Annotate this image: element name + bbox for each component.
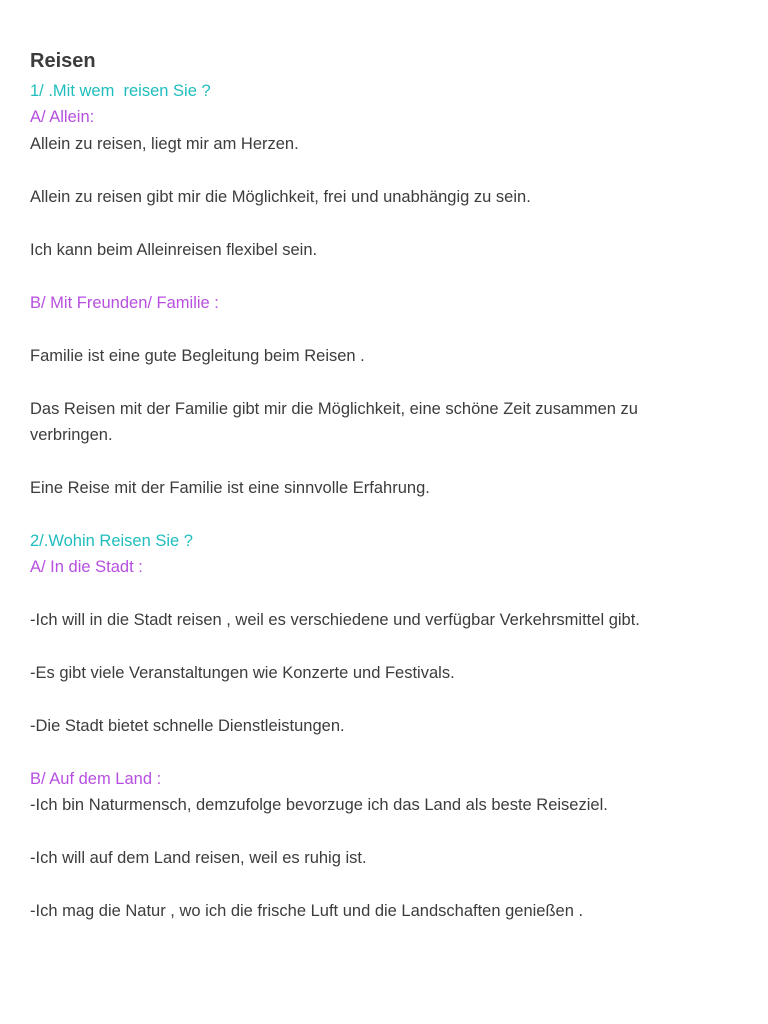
subheading-stadt[interactable]: A/ In die Stadt : [30, 558, 143, 576]
text-line[interactable]: Allein zu reisen gibt mir die Möglichkeit, frei und unabhängig zu sein. [30, 188, 531, 206]
note-title[interactable]: Reisen [30, 50, 96, 72]
text-line[interactable]: Familie ist eine gute Begleitung beim Reisen . [30, 347, 365, 365]
subheading-land[interactable]: B/ Auf dem Land : [30, 770, 162, 788]
text-line[interactable]: -Die Stadt bietet schnelle Dienstleistungen. [30, 717, 345, 735]
text-line[interactable]: -Ich will auf dem Land reisen, weil es ruhig ist. [30, 849, 367, 867]
text-line[interactable]: Ich kann beim Alleinreisen flexibel sein. [30, 241, 318, 259]
text-paragraph[interactable]: Das Reisen mit der Familie gibt mir die Möglichkeit, eine schöne Zeit zusammen zu verbringen. [30, 400, 638, 445]
text-line[interactable]: -Ich mag die Natur , wo ich die frische Luft und die Landschaften genießen . [30, 902, 584, 920]
text-line[interactable]: Eine Reise mit der Familie ist eine sinnvolle Erfahrung. [30, 479, 430, 497]
text-line[interactable]: -Ich will in die Stadt reisen , weil es verschiedene und verfügbar Verkehrsmittel gibt. [30, 611, 640, 629]
subheading-allein[interactable]: A/ Allein: [30, 108, 95, 126]
question-heading-2[interactable]: 2/.Wohin Reisen Sie ? [30, 532, 193, 550]
subheading-freunde-familie[interactable]: B/ Mit Freunden/ Familie : [30, 294, 219, 312]
text-line[interactable]: -Es gibt viele Veranstaltungen wie Konzerte und Festivals. [30, 664, 455, 682]
text-line[interactable]: Allein zu reisen, liegt mir am Herzen. [30, 135, 299, 153]
question-heading-1[interactable]: 1/ .Mit wem reisen Sie ? [30, 82, 211, 100]
text-line[interactable]: -Ich bin Naturmensch, demzufolge bevorzuge ich das Land als beste Reiseziel. [30, 796, 608, 814]
